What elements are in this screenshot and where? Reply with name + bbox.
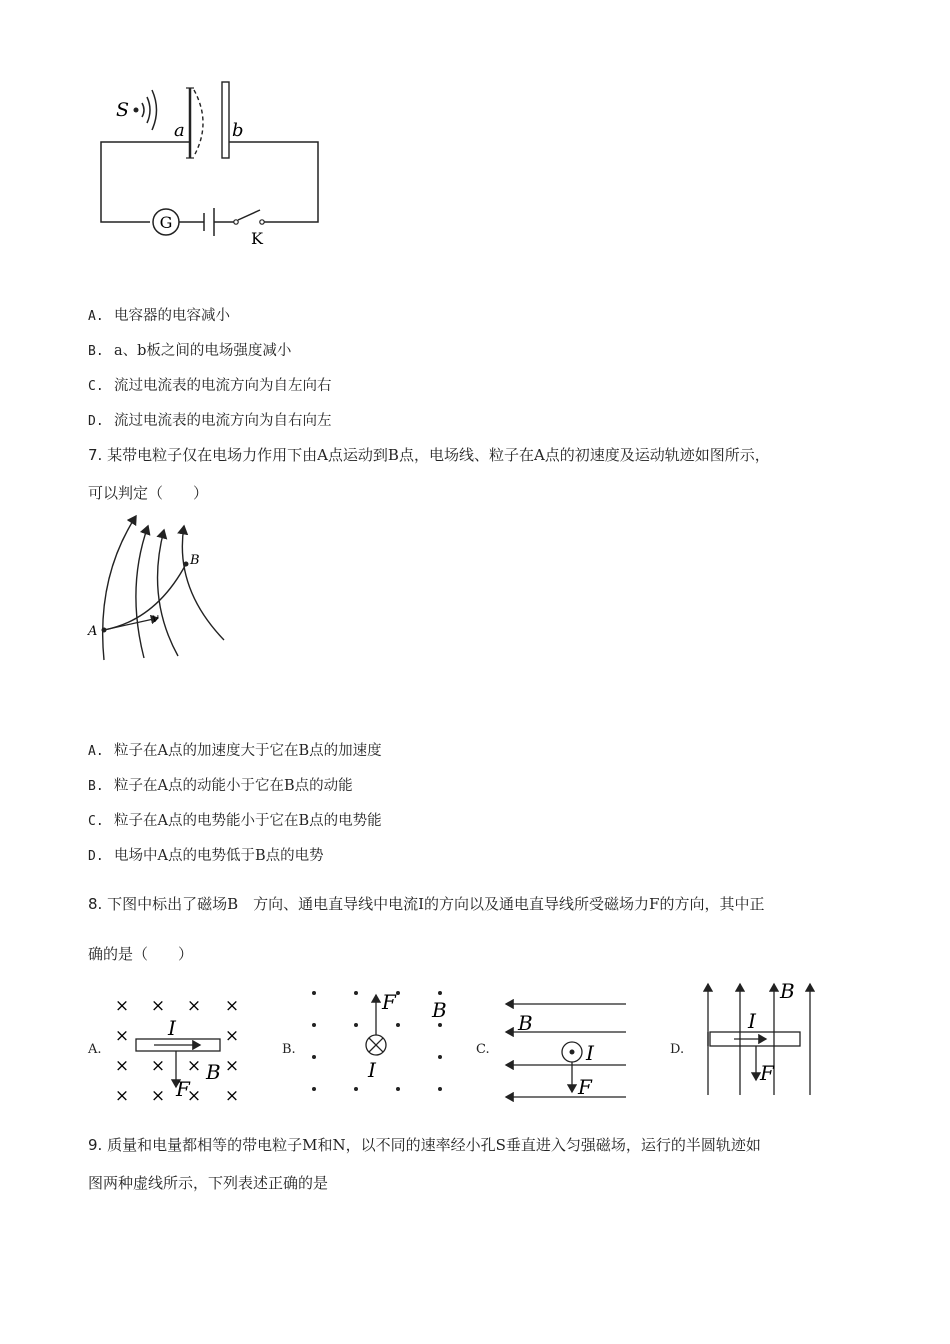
point-b-label: B	[190, 553, 200, 568]
dot-marker	[312, 1023, 316, 1027]
dot-marker	[354, 1023, 358, 1027]
velocity-label: v	[152, 611, 159, 625]
cross-marker: ×	[224, 1086, 240, 1106]
field-line	[136, 526, 148, 658]
cross-marker: ×	[224, 996, 240, 1016]
field-line	[182, 526, 224, 640]
q7-option-c: C. 粒子在A点的电势能小于它在B点的电势能	[88, 813, 382, 829]
q6-option-b: B. a、b板之间的电场强度减小	[88, 343, 292, 359]
cross-marker: ×	[114, 1026, 130, 1046]
q9-stem-line1: 9. 质量和电量都相等的带电粒子M和N，以不同的速率经小孔S垂直进入匀强磁场，运行的半圆轨迹如	[88, 1136, 761, 1154]
point-b	[184, 562, 189, 567]
dot-marker	[438, 1087, 442, 1091]
field-label: B	[518, 1011, 533, 1035]
q8-stem-line1: 8. 下图中标出了磁场B 方向、通电直导线中电流I的方向以及通电直导线所受磁场力F的方向，其中正	[88, 895, 765, 913]
q7-option-a: A. 粒子在A点的加速度大于它在B点的加速度	[88, 743, 382, 759]
q6-option-d: D. 流过电流表的电流方向为自右向左	[88, 413, 332, 429]
q7-option-b: B. 粒子在A点的动能小于它在B点的动能	[88, 778, 353, 794]
cross-marker: ×	[186, 996, 202, 1016]
dot-marker	[438, 1055, 442, 1059]
dot-marker	[354, 1087, 358, 1091]
dot-marker	[312, 1087, 316, 1091]
plate-b-label: b	[232, 120, 244, 141]
cross-marker: ×	[224, 1056, 240, 1076]
q6-option-a: A. 电容器的电容减小	[88, 308, 230, 324]
q6-option-c: C. 流过电流表的电流方向为自左向右	[88, 378, 332, 394]
cross-marker: ×	[114, 1056, 130, 1076]
galvanometer-label: G	[159, 213, 173, 232]
q8-figure-a	[110, 993, 250, 1106]
force-label: F	[382, 990, 396, 1014]
q8-figure-b	[300, 985, 450, 1095]
current-label: I	[168, 1016, 176, 1040]
field-label: B	[432, 998, 447, 1022]
dot-marker	[354, 991, 358, 995]
dot-marker	[312, 1055, 316, 1059]
dot-marker	[438, 1023, 442, 1027]
electric-field-figure	[86, 508, 246, 668]
dot-marker	[396, 1023, 400, 1027]
velocity-arrow	[104, 618, 158, 630]
q7-stem-line1: 7. 某带电粒子仅在电场力作用下由A点运动到B点，电场线、粒子在A点的初速度及运动轨迹如图所示，	[88, 446, 770, 464]
cross-marker: ×	[186, 1056, 202, 1076]
field-line	[158, 530, 178, 656]
field-label: B	[780, 979, 795, 1003]
cross-marker: ×	[224, 1026, 240, 1046]
field-line	[103, 516, 136, 660]
cross-marker: ×	[150, 1086, 166, 1106]
q7-option-d: D. 电场中A点的电势低于B点的电势	[88, 848, 324, 864]
switch-label: K	[251, 229, 263, 248]
dot-marker	[312, 991, 316, 995]
capacitor-circuit-figure	[86, 72, 356, 252]
cross-marker: ×	[150, 1056, 166, 1076]
source-label: S	[116, 99, 130, 121]
plate-b	[222, 82, 229, 158]
current-label: I	[368, 1058, 376, 1082]
q8-label-a: A.	[88, 1042, 102, 1057]
point-a-label: A	[88, 624, 98, 639]
particle-trajectory	[104, 564, 186, 630]
cross-marker: ×	[114, 996, 130, 1016]
q8-figure-c	[496, 990, 636, 1110]
force-label: F	[176, 1077, 190, 1101]
dot-marker	[438, 991, 442, 995]
q8-label-c: C.	[476, 1042, 490, 1057]
q8-label-b: B.	[282, 1042, 296, 1057]
point-a	[102, 628, 107, 633]
q9-stem-line2: 图两种虚线所示，下列表述正确的是	[88, 1174, 329, 1192]
plate-a-label: a	[174, 120, 185, 141]
current-label: I	[748, 1009, 756, 1033]
force-label: F	[760, 1061, 774, 1085]
cross-marker: ×	[114, 1086, 130, 1106]
field-label: B	[206, 1060, 221, 1084]
q8-label-d: D.	[670, 1042, 685, 1057]
force-label: F	[578, 1075, 592, 1099]
dot-marker	[396, 1087, 400, 1091]
q8-figure-d	[698, 980, 828, 1105]
q8-stem-line2: 确的是（ ）	[88, 945, 194, 963]
cross-marker: ×	[150, 996, 166, 1016]
current-label: I	[586, 1041, 594, 1065]
sound-source-dot	[134, 108, 139, 113]
q7-stem-line2: 可以判定（ ）	[88, 484, 209, 502]
cross-marker: ×	[186, 1086, 202, 1106]
dot-marker	[396, 991, 400, 995]
